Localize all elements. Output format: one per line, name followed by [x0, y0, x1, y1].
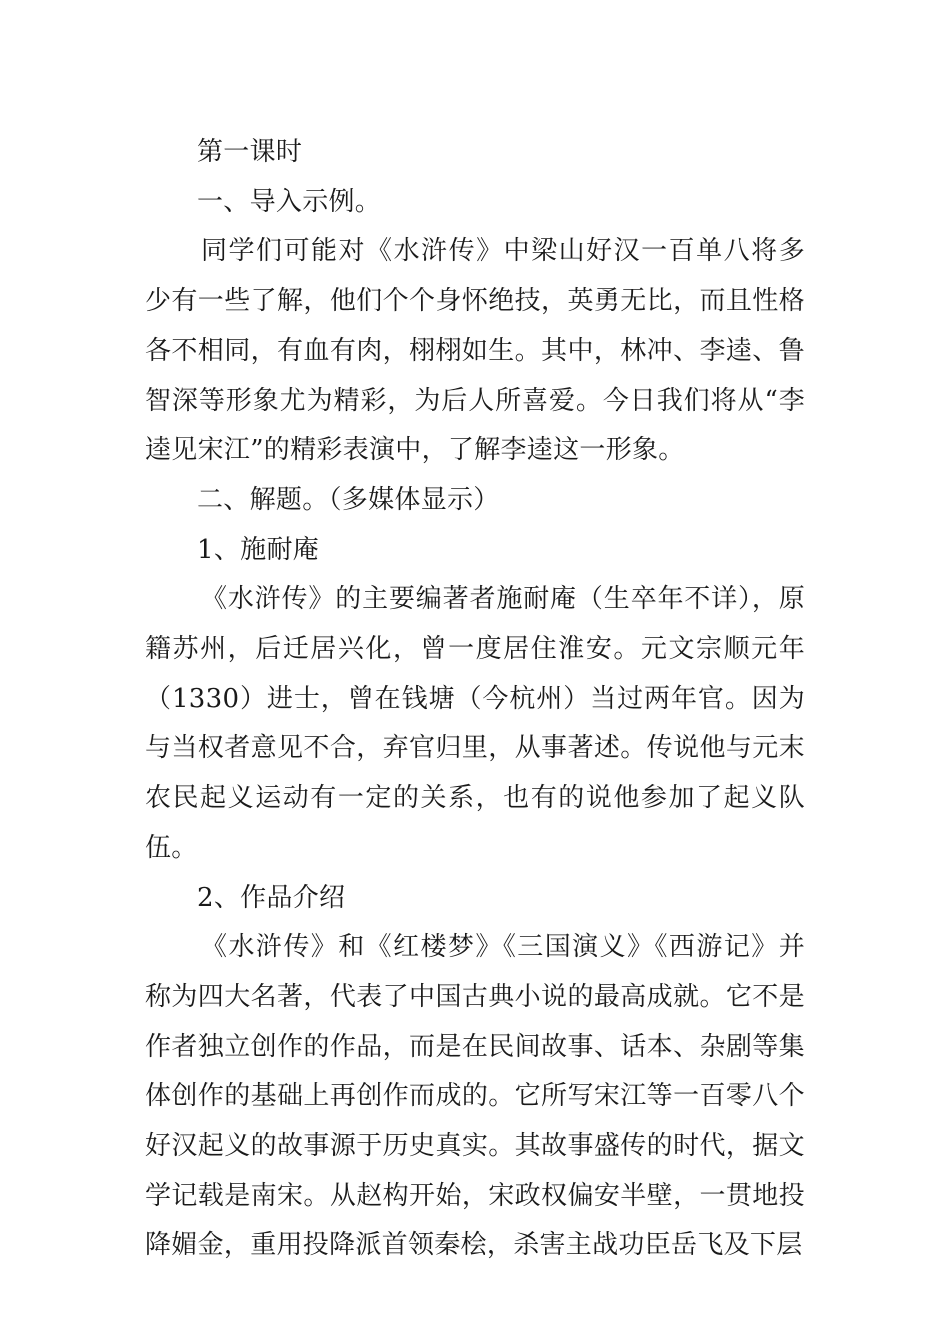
lesson-heading: 第一课时: [197, 137, 303, 167]
section-heading-title-explanation: 二、解题。（多媒体显示）: [197, 484, 500, 515]
intro-paragraph: 同学们可能对《水浒传》中梁山好汉一百单八将多少有一些了解，他们个个身怀绝技，英勇无比，而且性格各不相同，有血有肉，栩栩如生。其中，林冲、李逵、鲁智深等形象尤为精彩，为后人所喜爱。今日我们将从“李逵见宋江”的精彩表演中，了解李逵这一形象。: [145, 236, 805, 466]
document-body: [145, 128, 805, 1271]
subheading-author: 1、施耐庵: [197, 534, 320, 565]
section-heading-intro: 一、导入示例。: [197, 186, 382, 217]
author-paragraph: 《水浒传》的主要编著者施耐庵（生卒年不详），原籍苏州，后迁居兴化，曾一度居住淮安。元文宗顺元年（1330）进士，曾在钱塘（今杭州）当过两年官。因为与当权者意见不合，弃官归里，从事著述。传说他与元末农民起义运动有一定的关系，也有的说他参加了起义队伍。: [145, 584, 805, 863]
work-paragraph: 《水浒传》和《红楼梦》《三国演义》《西游记》并称为四大名著，代表了中国古典小说的最高成就。它不是作者独立创作的作品，而是在民间故事、话本、杂剧等集体创作的基础上再创作而成的。它所写宋江等一百零八个好汉起义的故事源于历史真实。其故事盛传的时代，据文学记载是南宋。从赵构开始，宋政权偏安半壁，一贯地投降媚金，重用投降派首领秦桧，杀害主战功臣岳飞及下层: [145, 932, 805, 1261]
subheading-work: 2、作品介绍: [197, 882, 346, 913]
